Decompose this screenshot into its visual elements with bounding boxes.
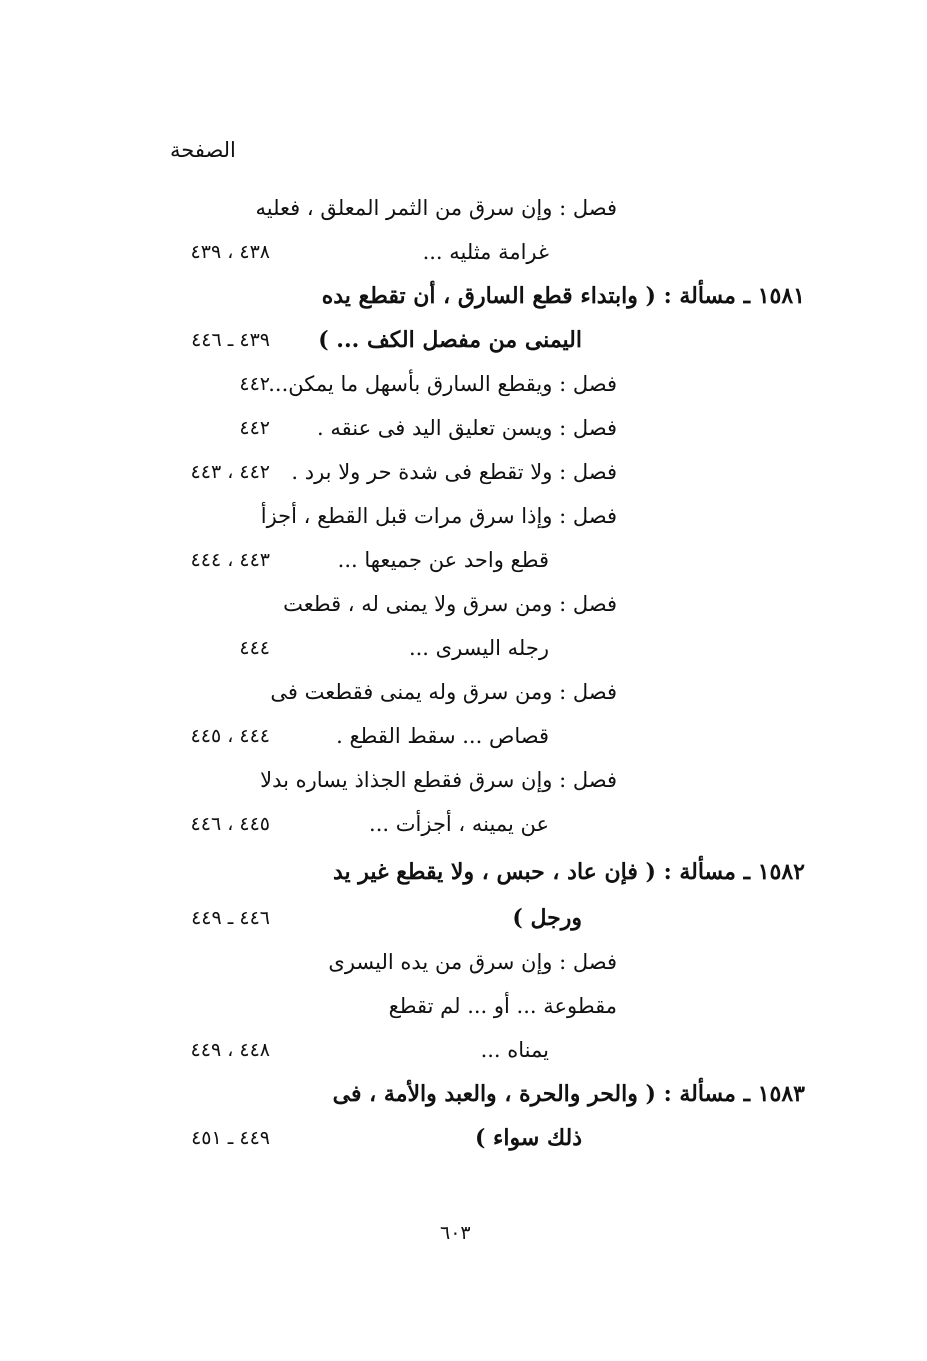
entry-line: فصل : وإن سرق فقطع الجذاذ يساره بدلا (260, 768, 617, 792)
entry-line: غرامة مثليه ... (422, 240, 549, 264)
entry-line: فصل : ومن سرق ولا يمنى له ، قطعت (283, 592, 617, 616)
page-reference: ٤٤٢ (239, 417, 270, 439)
entry-line: فصل : ويقطع السارق بأسهل ما يمكن... (268, 372, 617, 396)
page-reference: ٤٤٨ ، ٤٤٩ (190, 1039, 270, 1061)
masala-heading: ١٥٨٣ ـ مسألة : ( والحر والحرة ، والعبد والأمة ، فى (332, 1081, 805, 1107)
page-reference: ٤٤٦ ـ ٤٤٩ (191, 907, 270, 929)
entry-line: فصل : وإذا سرق مرات قبل القطع ، أجزأ (260, 504, 617, 528)
page-reference: ٤٤٩ ـ ٤٥١ (191, 1127, 270, 1149)
masala-heading: ١٥٨١ ـ مسألة : ( وابتداء قطع السارق ، أن تقطع يده (321, 283, 805, 309)
column-header-page: الصفحة (170, 138, 236, 162)
page-reference: ٤٤٤ ، ٤٤٥ (190, 725, 270, 747)
page-reference: ٤٤٢ ، ٤٤٣ (190, 461, 270, 483)
masala-heading-cont: ذلك سواء ) (474, 1125, 582, 1151)
entry-line: فصل : وإن سرق من الثمر المعلق ، فعليه (255, 196, 617, 220)
page-reference: ٤٣٨ ، ٤٣٩ (190, 241, 270, 263)
entry-line: فصل : ومن سرق وله يمنى فقطعت فى (270, 680, 617, 704)
entry-line: رجله اليسرى ... (408, 636, 549, 660)
entry-line: فصل : ولا تقطع فى شدة حر ولا برد . (291, 460, 617, 484)
page-reference: ٤٤٥ ، ٤٤٦ (190, 813, 270, 835)
entry-line: مقطوعة ... أو ... لم تقطع (388, 994, 617, 1018)
entry-line: فصل : وإن سرق من يده اليسرى (328, 950, 617, 974)
masala-heading-cont: اليمنى من مفصل الكف ... ) (318, 327, 582, 353)
page-reference: ٤٤٤ (239, 637, 270, 659)
entry-line: قطع واحد عن جميعها ... (337, 548, 549, 572)
page-reference: ٤٤٣ ، ٤٤٤ (190, 549, 270, 571)
entry-line: قصاص ... سقط القطع . (336, 724, 549, 748)
masala-heading-cont: ورجل ) (512, 905, 582, 931)
entry-line: عن يمينه ، أجزأت ... (369, 812, 549, 836)
page-reference: ٤٤٢ (239, 373, 270, 395)
page-reference: ٤٣٩ ـ ٤٤٦ (191, 329, 270, 351)
entry-line: يمناه ... (480, 1038, 549, 1062)
entry-line: فصل : ويسن تعليق اليد فى عنقه . (317, 416, 617, 440)
page-number: ٦٠٣ (440, 1222, 471, 1244)
masala-heading: ١٥٨٢ ـ مسألة : ( فإن عاد ، حبس ، ولا يقطع غير يد (332, 859, 805, 885)
